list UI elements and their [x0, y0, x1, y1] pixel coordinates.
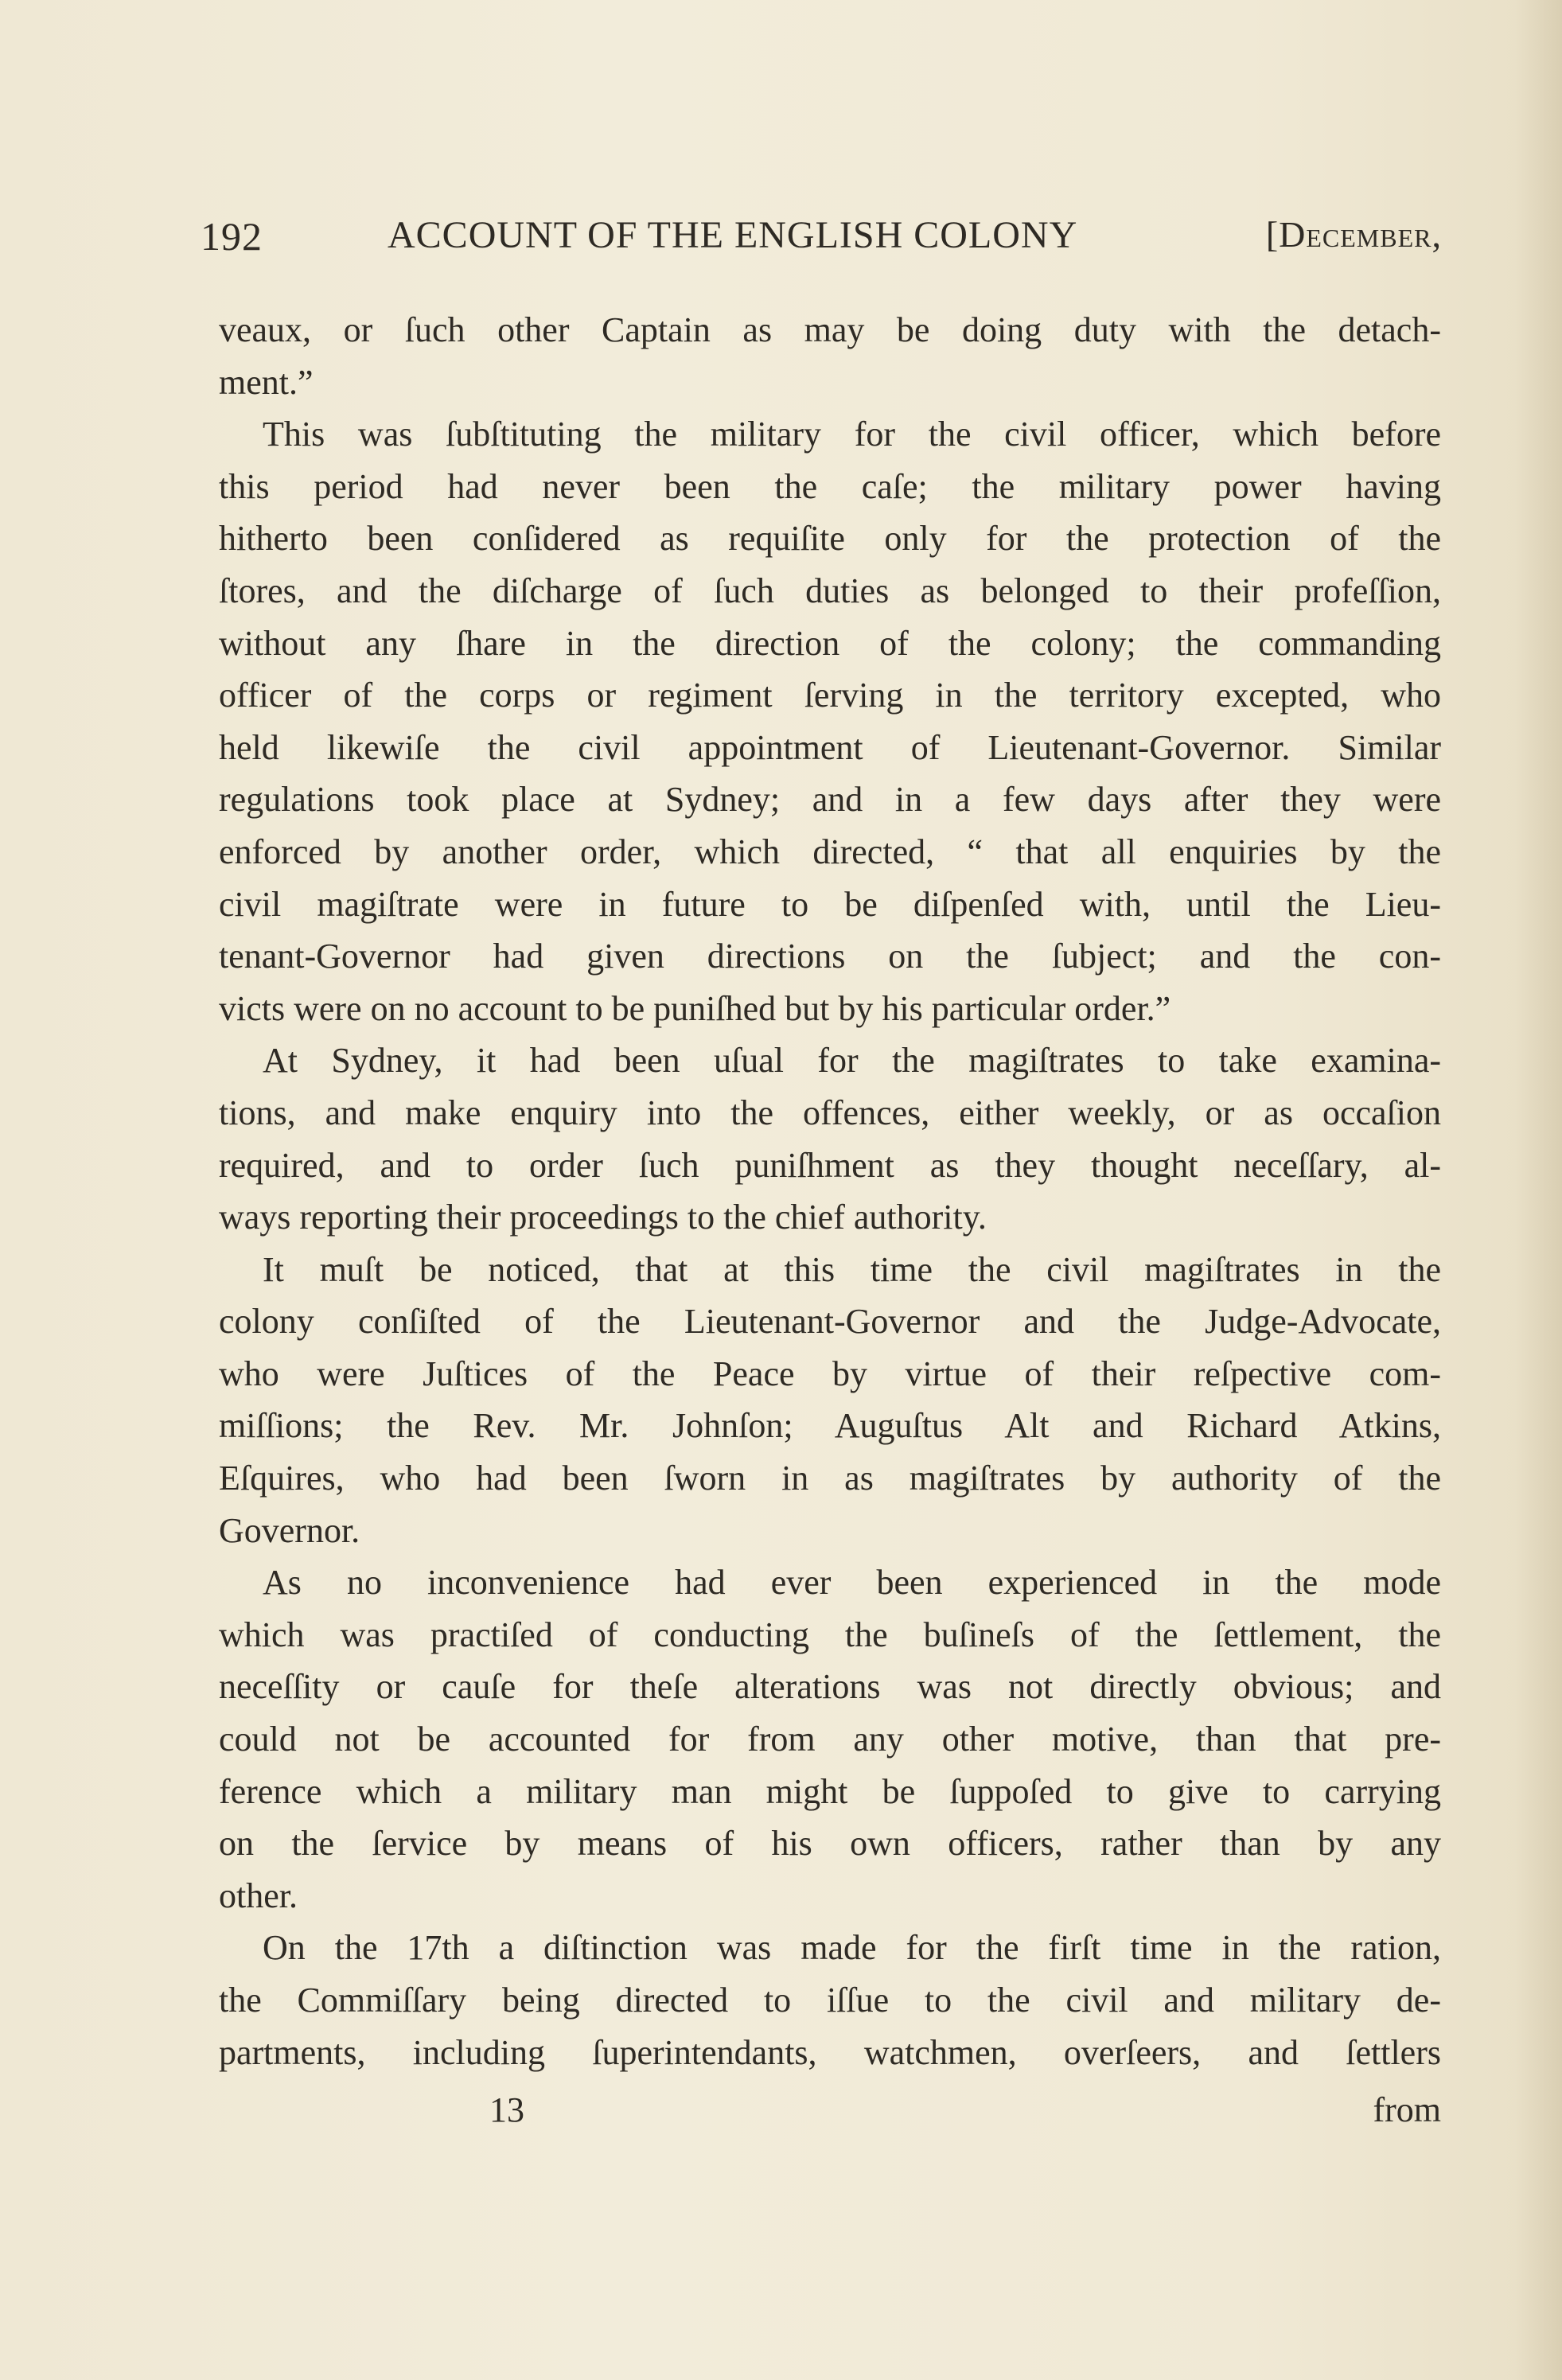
text-line: On the 17th a diſtinction was made for the firſt time in the ration, — [263, 1928, 1441, 1968]
running-header — [201, 213, 1442, 269]
text-line: ways reporting their proceedings to the chief authority. — [219, 1198, 987, 1237]
signature-mark: 13 — [489, 2090, 524, 2129]
text-line: this period had never been the caſe; the military power having — [219, 466, 1441, 506]
text-line: held likewiſe the civil appointment of Lieutenant-Governor. Similar — [219, 727, 1441, 767]
text-line: neceſſity or cauſe for theſe alterations was not directly obvious; and — [219, 1667, 1441, 1707]
catchword: from — [1373, 2090, 1441, 2129]
page-footer — [219, 2090, 1441, 2145]
text-line: At Sydney, it had been uſual for the magiſtrates to take examina- — [263, 1041, 1441, 1081]
text-line: veaux, or ſuch other Captain as may be doing duty with the detach- — [219, 310, 1441, 349]
text-line: miſſions; the Rev. Mr. Johnſon; Auguſtus Alt and Richard Atkins, — [219, 1406, 1441, 1446]
text-line: required, and to order ſuch puniſhment as they thought neceſſary, al- — [219, 1145, 1441, 1185]
text-line: who were Juſtices of the Peace by virtue of their reſpective com- — [219, 1354, 1441, 1393]
text-line: Eſquires, who had been ſworn in as magiſtrates by authority of the — [219, 1459, 1441, 1498]
text-line: tenant-Governor had given directions on the ſubject; and the con- — [219, 937, 1441, 976]
text-line: As no inconvenience had ever been experienced in the mode — [263, 1563, 1441, 1603]
body-text — [219, 304, 1441, 2078]
text-line: partments, including ſuperintendants, watchmen, overſeers, and ſettlers — [219, 2032, 1441, 2072]
running-section: [December, — [1265, 214, 1442, 255]
text-line: could not be accounted for from any other motive, than that pre- — [219, 1720, 1441, 1759]
text-line: Governor. — [219, 1510, 360, 1550]
text-line: other. — [219, 1876, 298, 1915]
text-line: civil magiſtrate were in future to be diſpenſed with, until the Lieu- — [219, 884, 1441, 924]
text-line: ference which a military man might be ſuppoſed to give to carrying — [219, 1771, 1441, 1811]
text-line: victs were on no account to be puniſhed but by his particular order.” — [219, 988, 1171, 1028]
text-line: ment.” — [219, 362, 314, 402]
text-line: which was practiſed of conducting the buſineſs of the ſettlement, the — [219, 1615, 1441, 1654]
running-title: ACCOUNT OF THE ENGLISH COLONY — [388, 214, 1078, 256]
text-line: enforced by another order, which directed, “ that all enquiries by the — [219, 832, 1441, 871]
text-line: regulations took place at Sydney; and in a few days after they were — [219, 780, 1441, 820]
text-line: It muſt be noticed, that at this time the civil magiſtrates in the — [263, 1249, 1441, 1289]
text-line: ſtores, and the diſcharge of ſuch duties as belonged to their profeſſion, — [219, 571, 1441, 610]
text-line: colony conſiſted of the Lieutenant-Governor and the Judge-Advocate, — [219, 1302, 1441, 1342]
text-line: on the ſervice by means of his own officers, rather than by any — [219, 1824, 1441, 1864]
text-line: hitherto been conſidered as requiſite only for the protection of the — [219, 519, 1441, 559]
text-line: tions, and make enquiry into the offences, either weekly, or as occaſion — [219, 1093, 1441, 1132]
text-line: This was ſubſtituting the military for the civil officer, which before — [263, 415, 1441, 454]
page-number: 192 — [201, 214, 263, 259]
text-line: officer of the corps or regiment ſerving in the territory excepted, who — [219, 676, 1441, 715]
text-line: the Commiſſary being directed to iſſue to the civil and military de- — [219, 1981, 1441, 2020]
text-line: without any ſhare in the direction of the colony; the commanding — [219, 623, 1441, 663]
